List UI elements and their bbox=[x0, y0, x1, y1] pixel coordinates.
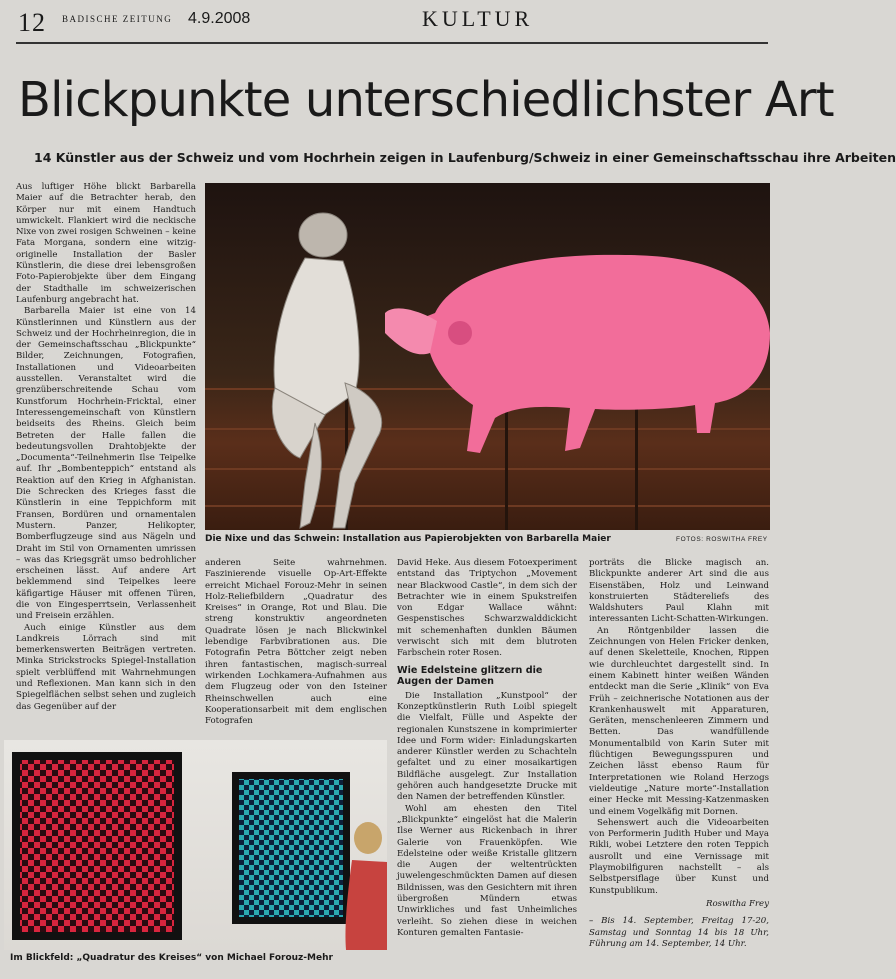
paragraph: Barbarella Maier ist eine von 14 Künstlerinnen und Künstlern aus der Schweiz und der Hochrheinregion, die in der Gemeinschaftsschau „Blickpunkte“ Bilder, Zeichnungen, Fotografien, Installationen und Videoarbeiten ausstellen. Veranstaltet wird die grenzüberschreitende Schau vom Kunstforum Hochrhein-Fricktal, einer Interessengemeinschaft von Künstlern beidseits des Rheins. Gleich beim Betreten der Halle fallen die bedeutungsvollen Drahtobjekte der „Documenta“-Teilnehmerin Ilse Teipelke auf. Ihr „Bombenteppich“ entstand als Reaktion auf den Krieg in Afghanistan. Die Schrecken des Krieges fasst die Künstlerin in eine Teppichform mit Fransen, Bordüren und ornamentalen Mustern. Panzer, Helikopter, Bomberflugzeuge sind aus Nägeln und Draht im Stil von Ornamenten umrissen – was das Kriegsgrät umso bedrohlicher erscheinen lässt. Auf andere Art beklemmend sind Teipelkes leere käfigartige Häuser mit offenen Türen, die von Eingesperrtsein, Verlassenheit und Freisein erzählen. bbox=[16, 306, 196, 622]
section-title: KULTUR bbox=[422, 6, 534, 31]
headline: Blickpunkte unterschiedlichster Art bbox=[18, 72, 834, 128]
newspaper-name: BADISCHE ZEITUNG bbox=[62, 14, 173, 24]
paragraph: David Heke. Aus diesem Fotoexperiment entstand das Triptychon „Movement near Blackwood Castle“, in dem sich der Betrachter wie in einem Spukstreifen von Edgar Wallace wähnt: Gespenstisches Schwarzwalddickicht mit schemenhaften dunklen Bäumen verwischt sich mit dem blutroten Farbschein roter Rosen. bbox=[397, 558, 577, 659]
photo-caption-bottom: Im Blickfeld: „Quadratur des Kreises“ von Michael Forouz-Mehr bbox=[10, 953, 333, 963]
header-rule bbox=[16, 42, 768, 44]
exhibition-info: – Bis 14. September, Freitag 17-20, Samstag und Sonntag 14 bis 18 Uhr, Führung am 14. September, 14 Uhr. bbox=[589, 916, 769, 949]
subheadline: 14 Künstler aus der Schweiz und vom Hochrhein zeigen in Laufenburg/Schweiz in einer Gemeinschaftsschau ihre Arbeiten bbox=[34, 150, 896, 165]
subsection-heading: Wie Edelsteine glitzern die Augen der Damen bbox=[397, 664, 543, 687]
author-name: Roswitha Frey bbox=[705, 898, 769, 909]
woman-figure bbox=[272, 213, 381, 528]
paragraph: Auch einige Künstler aus dem Landkreis Lörrach sind mit bemerkenswerten Beiträgen vertreten. Minka Strickstrocks Spiegel-Installation spielt verblüffend mit Wahrnehmungen und Reflexionen. Man kann sich in den Spiegelflächen selbst sehen und zugleich das Gegenüber auf der bbox=[16, 622, 196, 712]
photo-nixe-and-pig bbox=[205, 183, 770, 530]
article-column-2 bbox=[205, 558, 387, 733]
photo-credit: FOTOS: ROSWITHA FREY bbox=[676, 536, 768, 543]
paragraph: Wohl am ehesten den Titel „Blickpunkte“ eingelöst hat die Malerin Ilse Werner aus Rickenbach in ihrer Galerie von Frauenköpfen. Wie Edelsteine oder weiße Kristalle glitzern die Augen der weltentrückten juwelengeschmückten Damen auf diesen Bildnissen, was den Gesichtern mit ihren übergroßen Mündern etwas Unwirkliches und fast Unheimliches verleiht. So ziehen diese in weichen Konturen gemalten Fantasie- bbox=[397, 803, 577, 938]
paragraph: An Röntgenbilder lassen die Zeichnungen von Helen Fricker denken, auf denen Skeletteile, Knochen, Rippen wie durchleuchtet dargestellt sind. In einem Kabinett hinter weißen Wänden entdeckt man die Serie „Klinik“ von Eva Früh – zeichnerische Notationen aus der Krankenhauswelt mit Apparaturen, Geräten, menschenleeren Zimmern und Betten. Das wandfüllende Monumentalbild von Karin Suter mit flüchtigen Bewegungsspuren und Zeichen lässt ebenso Raum für Interpretationen wie Roland Herzogs vieldeutige „Nature morte“-Installation einer Hecke mit Messing-Katzenmasken und einem Vogelkäfig mit Dornen. bbox=[589, 625, 769, 817]
article-column-1 bbox=[16, 182, 196, 737]
pig-figure bbox=[385, 255, 770, 453]
article-column-4 bbox=[589, 558, 769, 976]
article-column-3 bbox=[397, 558, 577, 976]
paintings-scene bbox=[4, 740, 387, 950]
paragraph: Aus luftiger Höhe blickt Barbarella Maier auf die Betrachter herab, den Körper nur mit einem Handtuch umwickelt. Flankiert wird die neckische Nixe von zwei rosigen Schweinen – keine Fata Morgana, sondern eine witzig-originelle Installation der Basler Künstlerin, die diese drei lebensgroßen Foto-Papierobjekte über dem Eingang der Stadthalle im schweizerischen Laufenburg angebracht hat. bbox=[16, 182, 196, 305]
photo-caption-top: Die Nixe und das Schwein: Installation aus Papierobjekten von Barbarella Maier bbox=[205, 534, 611, 544]
installation-figures bbox=[205, 183, 770, 530]
paragraph: Sehenswert auch die Videoarbeiten von Performerin Judith Huber und Maya Rikli, wobei Letztere den roten Teppich ausrollt und eine Vernissage mit Playmobilfiguren nachstellt – als Selbstpersiflage über Kunst und Kunstpublikum. bbox=[589, 817, 769, 896]
paragraph: Die Installation „Kunstpool“ der Konzeptkünstlerin Ruth Loibl spiegelt die Vielfalt, Fülle und Aspekte der regionalen Kunstszene in komprimierter Idee und Form wider: Einladungskarten anderer Künstler werden zu Schachteln gefaltet und zu einer mosaikartigen Bildfläche ausgelegt. Zur Installation gehören auch handgesetzte Drucke mit den Namen der betreffenden Künstler. bbox=[397, 690, 577, 803]
photo-quadratur bbox=[4, 740, 387, 950]
paragraph: anderen Seite wahrnehmen. Faszinierende visuelle Op-Art-Effekte erreicht Michael Forouz-Mehr in seinen Holz-Reliefbildern „Quadratur des Kreises“ in Orange, Rot und Blau. Die streng konstruktiv angeordneten Quadrate lösen je nach Blickwinkel lebendige Farbvibrationen aus. Die Fotografin Petra Böttcher zeigt neben ihren fantastischen, magisch-surreal wirkenden Lochkamera-Aufnahmen aus dem Flugzeug oder von den Isteiner Rheinschwellen auch eine Kooperationsarbeit mit dem englischen Fotografen bbox=[205, 558, 387, 727]
page-number: 12 bbox=[18, 8, 46, 37]
paragraph: porträts die Blicke magisch an. Blickpunkte anderer Art sind die aus Eisenstäben, Holz und Leinwand konstruierten Städtereliefs des Waldshuters Paul Klahn mit interessanten Licht-Schatten-Wirkungen. bbox=[589, 558, 769, 625]
issue-date: 4.9.2008 bbox=[188, 10, 251, 27]
visitor-figure bbox=[345, 822, 387, 950]
